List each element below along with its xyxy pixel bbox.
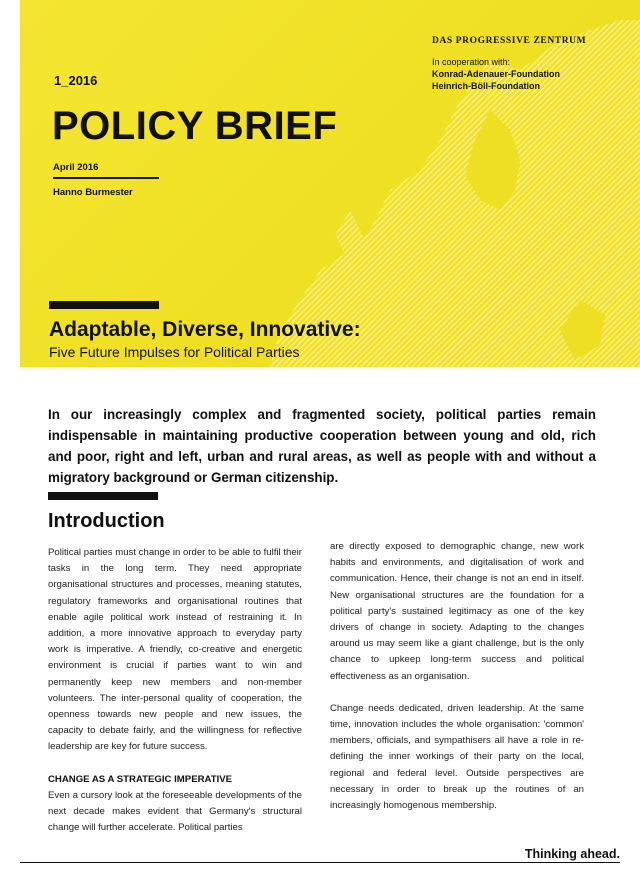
cooperation-block (432, 56, 560, 92)
paragraph: Even a cursory look at the foreseeable developments of the next decade makes evident that Germany's structural change will further accelerate. Political parties (48, 789, 302, 834)
footer-tagline: Thinking ahead. (524, 847, 620, 861)
cover-panel (20, 0, 640, 367)
date-divider (53, 177, 159, 179)
paragraph: Political parties must change in order to be able to fulfil their tasks in the long term. They need appropriate organisational structures and processes, meaning statutes, regulatory frameworks and organisational routines that enable agile political work instead of restraining it. In addition, a more innovative approach to everyday party work is imperative. A friendly, co-creative and energetic environment is crucial if parties want to win and permanently keep new members and non-member volunteers. The inter-personal quality of cooperation, the openness towards new people and new issues, the capacity to debate fairly, and the willingness for reflective leadership are key for future success. (48, 547, 302, 753)
author-name: Hanno Burmester (53, 187, 133, 198)
paragraph: are directly exposed to demographic change, new work habits and environments, and digitalisation of work and communication. Hence, their change is not an end in itself. New organisational structures are the foundation for a political party's sustained legitimacy as one of the key drivers of change in society. Adapting to the changes around us may seem like a giant challenge, but is the only chance to upkeep long-term success and political effectiveness as an organisation. (330, 541, 584, 682)
section-heading: Introduction (48, 510, 165, 532)
footer-divider (20, 862, 620, 863)
issue-number: 1_2016 (54, 73, 98, 88)
publication-date: April 2016 (53, 162, 99, 173)
paragraph: Change needs dedicated, driven leadership. At the same time, innovation includes the whole organisation: 'common' members, officials, and sympathisers all have a role in re-defining the inner workings of their party on the local, regional and federal level. Outside perspectives are necessary in order to break up the routines of an increasingly homogenous membership. (330, 702, 584, 812)
cooperation-label: In cooperation with: (432, 57, 511, 67)
section-accent-bar (48, 492, 158, 500)
brief-title: POLICY BRIEF (52, 104, 338, 148)
left-column (48, 545, 302, 852)
headline: Adaptable, Diverse, Innovative: (49, 318, 361, 341)
partner-name: Konrad-Adenauer-Foundation (432, 69, 560, 79)
organization-name: DAS PROGRESSIVE ZENTRUM (432, 36, 587, 46)
subheadline: Five Future Impulses for Political Parties (49, 344, 300, 360)
headline-accent-bar (49, 301, 159, 309)
lead-paragraph: In our increasingly complex and fragmented society, political parties remain indispensable in maintaining productive cooperation between young and old, rich and poor, right and left, urban and rural areas, as well as people with and without a migratory background or German citizenship. (48, 407, 596, 485)
subsection-title: CHANGE AS A STRATEGIC IMPERATIVE (48, 773, 233, 785)
right-column (330, 539, 584, 830)
partner-name: Heinrich-Böll-Foundation (432, 81, 540, 91)
